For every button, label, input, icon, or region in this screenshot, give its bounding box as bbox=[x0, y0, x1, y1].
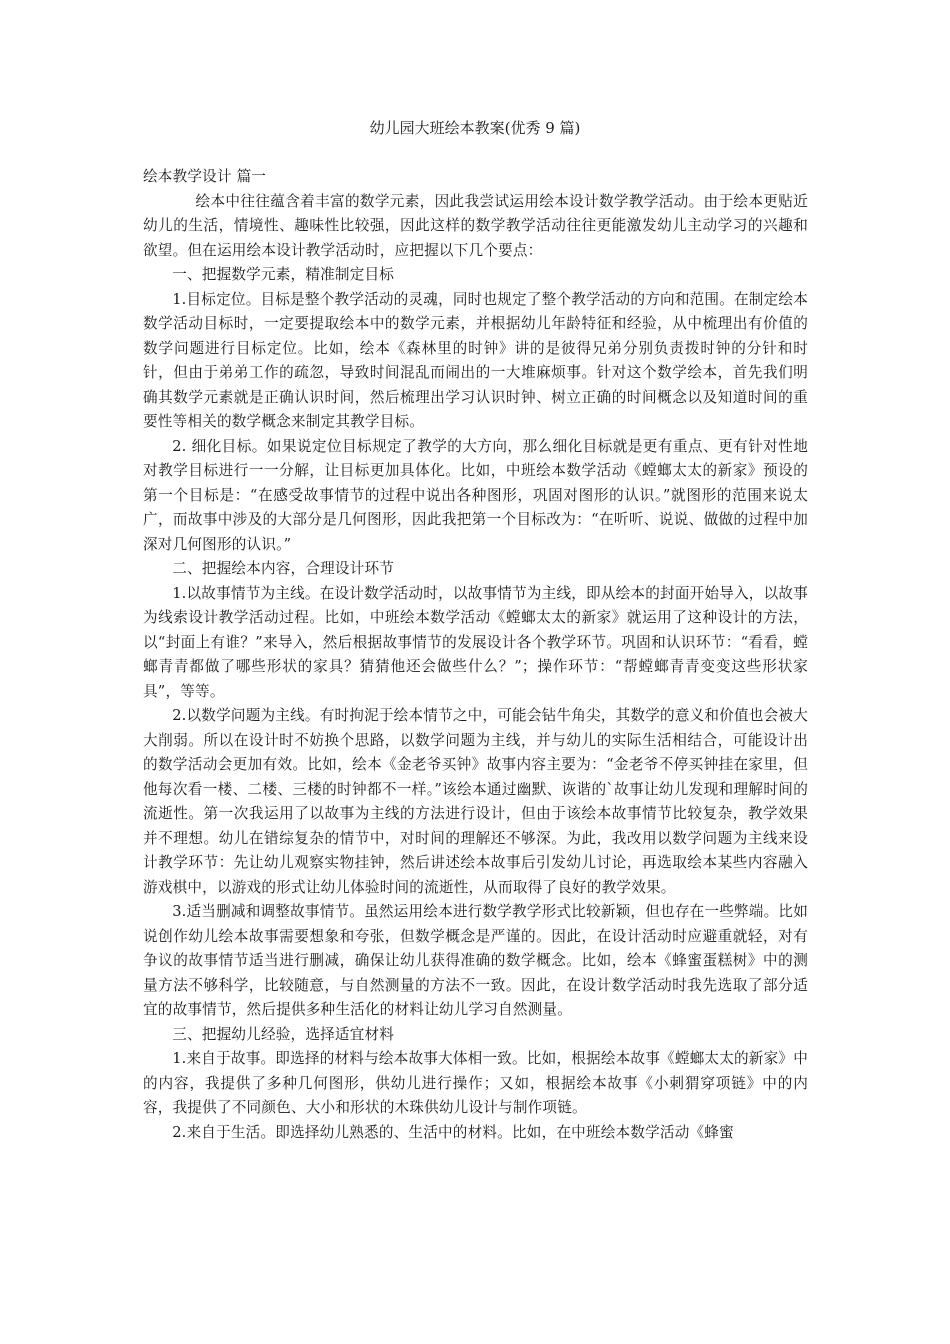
paragraph-item-3-2: 2.来自于生活。即选择幼儿熟悉的、生活中的材料。比如，在中班绘本数学活动《蜂蜜 bbox=[172, 1123, 734, 1141]
paragraph-item-3-1: 1.来自于故事。即选择的材料与绘本故事大体相一致。比如，根据绘本故事《螳螂太太的新家》中的内容，我提供了多种几何图形，供幼儿进行操作；又如，根据绘本故事《小刺猬穿项链》中的内容，我提供了不同颜色、大小和形状的木珠供幼儿设计与制作项链。 bbox=[143, 1050, 808, 1116]
paragraph-item-2-2: 2.以数学问题为主线。有时拘泥于绘本情节之中，可能会钻牛角尖，其数学的意义和价值也会被大大削弱。所以在设计时不妨换个思路，以数学问题为主线，并与幼儿的实际生活相结合，可能设计出的数学活动会更加有效。比如，绘本《金老爷买钟》故事内容主要为：“金老爷不停买钟挂在家里，但他每次看一楼、二楼、三楼的时钟都不一样。”该绘本通过幽默、诙谐的`故事让幼儿发现和理解时间的流逝性。第一次我运用了以故事为主线的方法进行设计，但由于该绘本故事情节比较复杂，教学效果并不理想。幼儿在错综复杂的情节中，对时间的理解还不够深。为此，我改用以数学问题为主线来设计教学环节：先让幼儿观察实物挂钟，然后讲述绘本故事后引发幼儿讨论，再选取绘本某些内容融入游戏棋中，以游戏的形式让幼儿体验时间的流逝性，从而取得了良好的教学效果。 bbox=[143, 707, 808, 896]
paragraph-item-2-1: 1.以故事情节为主线。在设计数学活动时，以故事情节为主线，即从绘本的封面开始导入，以故事为线索设计教学活动过程。比如，中班绘本数学活动《螳螂太太的新家》就运用了这种设计的方法，以“封面上有谁？”来导入，然后根据故事情节的发展设计各个教学环节。巩固和认识环节：“看看，螳螂青青都做了哪些形状的家具？猜猜他还会做些什么？”；操作环节：“帮螳螂青青变变这些形状家具”，等等。 bbox=[143, 584, 808, 700]
document-title: 幼儿园大班绘本教案(优秀 9 篇) bbox=[369, 119, 581, 137]
section-heading: 绘本教学设计 篇一 bbox=[143, 168, 267, 185]
paragraph-intro: 绘本中往往蕴含着丰富的数学元素，因此我尝试运用绘本设计数学教学活动。由于绘本更贴近幼儿的生活，情境性、趣味性比较强，因此这样的数学教学活动往往更能激发幼儿主动学习的兴趣和欲望。但在运用绘本设计教学活动时，应把握以下几个要点： bbox=[143, 192, 808, 259]
document-body bbox=[143, 165, 808, 1145]
paragraph-heading-2: 二、把握绘本内容，合理设计环节 bbox=[172, 560, 395, 577]
paragraph-heading-1: 一、把握数学元素，精准制定目标 bbox=[172, 266, 395, 283]
paragraph-item-1-2: 2. 细化目标。如果说定位目标规定了教学的大方向，那么细化目标就是更有重点、更有针对性地对教学目标进行一一分解，让目标更加具体化。比如，中班绘本数学活动《螳螂太太的新家》预设的第一个目标是：“在感受故事情节的过程中说出各种图形，巩固对图形的认识。”就图形的范围来说太广，而故事中涉及的大部分是几何图形，因此我把第一个目标改为：“在听听、说说、做做的过程中加深对几何图形的认识。” bbox=[143, 437, 808, 553]
paragraph-heading-3: 三、把握幼儿经验，选择适宜材料 bbox=[172, 1025, 395, 1043]
paragraph-item-2-3: 3.适当删减和调整故事情节。虽然运用绘本进行数学教学形式比较新颖，但也存在一些弊端。比如说创作幼儿绘本故事需要想象和夸张，但数学概念是严谨的。因此，在设计活动时应避重就轻，对有争议的故事情节适当进行删减，确保让幼儿获得准确的数学概念。比如，绘本《蜂蜜蛋糕树》中的测量方法不够科学，比较随意，与自然测量的方法不一致。因此，在设计数学活动时我先选取了部分适宜的故事情节，然后提供多种生活化的材料让幼儿学习自然测量。 bbox=[143, 903, 808, 1018]
paragraph-item-1-1: 1.目标定位。目标是整个教学活动的灵魂，同时也规定了整个教学活动的方向和范围。在制定绘本数学活动目标时，一定要提取绘本中的数学元素，并根据幼儿年龄特征和经验，从中梳理出有价值的数学问题进行目标定位。比如，绘本《森林里的时钟》讲的是彼得兄弟分别负责拨时钟的分针和时针，但由于弟弟工作的疏忽，导致时间混乱而闹出的一大堆麻烦事。针对这个数学绘本，首先我们明确其数学元素就是正确认识时间，然后梳理出学习认识时钟、树立正确的时间概念以及知道时间的重要性等相关的数学概念来制定其教学目标。 bbox=[143, 290, 808, 430]
